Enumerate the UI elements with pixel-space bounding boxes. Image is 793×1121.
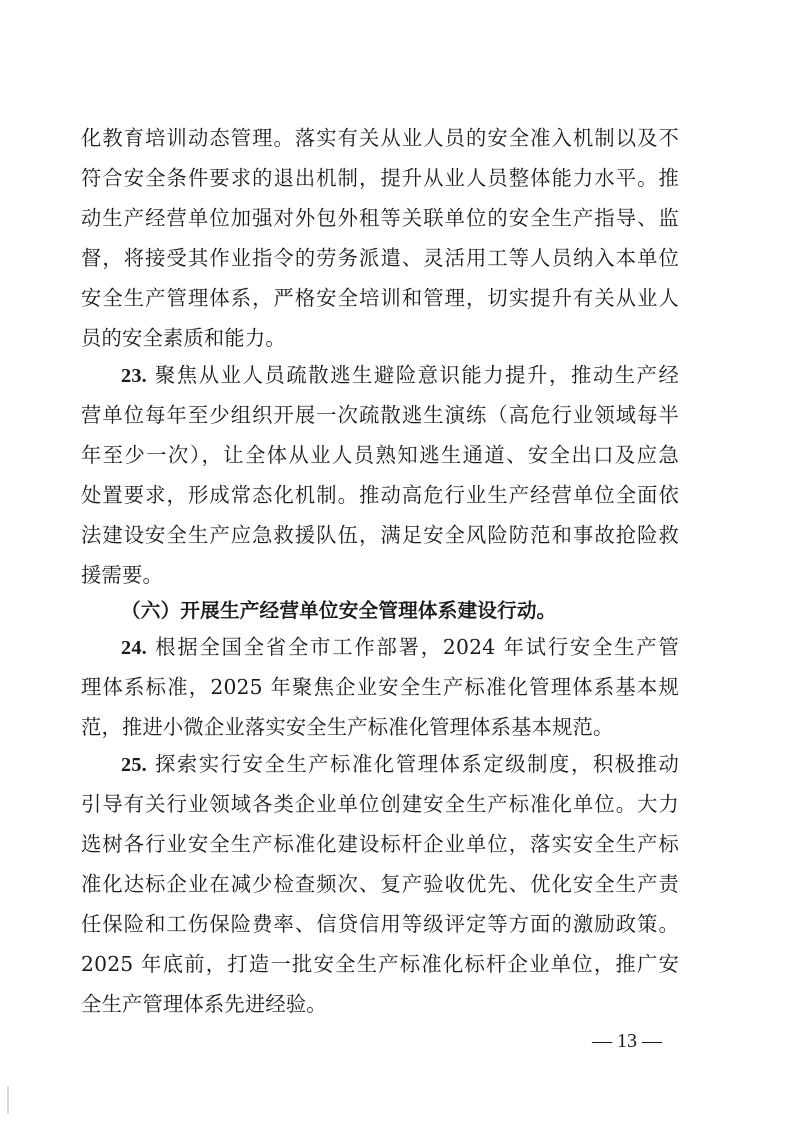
paragraph-line: 援需要。 [81,563,163,587]
paragraph-line: 营单位每年至少组织开展一次疏散逃生演练（高危行业领域每半 [81,403,679,427]
paragraph-line: 化教育培训动态管理。落实有关从业人员的安全准入机制以及不 [81,126,679,150]
paragraph-line: 督，将接受其作业指令的劳务派遣、灵活用工等人员纳入本单位 [81,246,679,270]
paragraph-line: 法建设安全生产应急救援队伍，满足安全风险防范和事故抢险救 [81,523,679,547]
item-number: 23. [121,365,147,387]
paragraph-line: 范，推进小微企业落实安全生产标准化管理体系基本规范。 [81,715,614,739]
section-heading: （六）开展生产经营单位安全管理体系建设行动。 [121,599,557,622]
item-number: 25. [121,754,147,776]
paragraph-line: 全生产管理体系先进经验。 [81,992,327,1016]
paragraph-line: 准化达标企业在减少检查频次、复产验收优先、优化安全生产责 [81,872,679,896]
paragraph-line: 年至少一次），让全体从业人员熟知逃生通道、安全出口及应急 [81,443,679,467]
paragraph-line: 引导有关行业领域各类企业单位创建安全生产标准化单位。大力 [81,792,679,816]
paragraph-line: 2025 年底前，打造一批安全生产标准化标杆企业单位，推广安 [81,952,679,976]
item-text: 根据全国全省全市工作部署，2024 年试行安全生产管 [146,635,679,659]
item-text: 聚焦从业人员疏散逃生避险意识能力提升，推动生产经 [146,363,679,387]
item-23-first-line [121,355,679,395]
paragraph-line: 任保险和工伤保险费率、信贷信用等级评定等方面的激励政策。 [81,912,679,936]
item-text: 探索实行安全生产标准化管理体系定级制度，积极推动 [146,752,679,776]
paragraph-line: 员的安全素质和能力。 [81,326,286,350]
page-number: — 13 — [592,1030,662,1052]
item-24-first-line [121,627,679,667]
paragraph-line: 选树各行业安全生产标准化建设标杆企业单位，落实安全生产标 [81,832,679,856]
paragraph-line: 符合安全条件要求的退出机制，提升从业人员整体能力水平。推 [81,166,679,190]
scan-artifact [7,1086,9,1114]
paragraph-line: 动生产经营单位加强对外包外租等关联单位的安全生产指导、监 [81,206,679,230]
paragraph-line: 处置要求，形成常态化机制。推动高危行业生产经营单位全面依 [81,483,679,507]
paragraph-line: 安全生产管理体系，严格安全培训和管理，切实提升有关从业人 [81,286,679,310]
item-25-first-line [121,744,679,784]
item-number: 24. [121,637,147,659]
paragraph-line: 理体系标准，2025 年聚焦企业安全生产标准化管理体系基本规 [81,675,679,699]
